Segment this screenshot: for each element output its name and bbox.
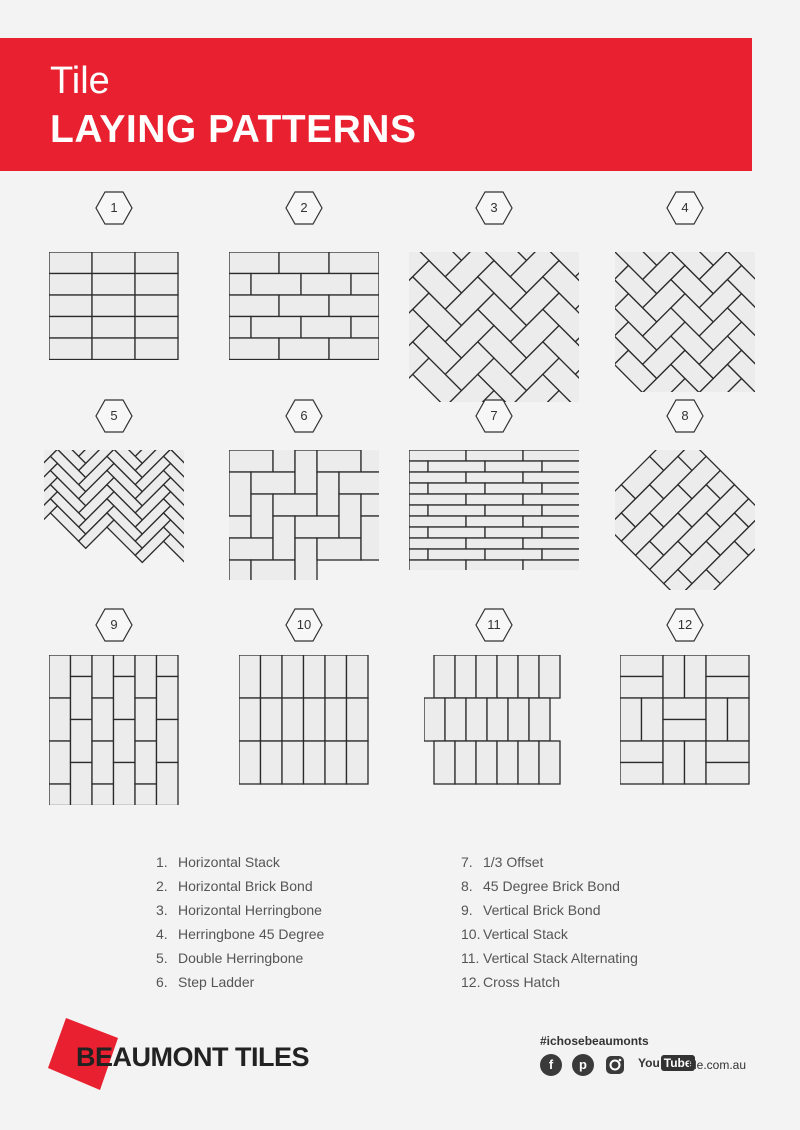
legend-right [461,852,638,996]
legend-item: 5. Double Herringbone [156,950,304,966]
title-small: Tile [50,60,110,102]
pattern-9 [49,655,179,805]
pattern-number: 2 [300,200,308,215]
pattern-1 [49,252,179,360]
pattern-number-badge [475,399,513,433]
pattern-number-badge [285,608,323,642]
legend-item: 9. Vertical Brick Bond [461,902,601,918]
legend-item: 3. Horizontal Herringbone [156,902,322,918]
legend-item: 2. Horizontal Brick Bond [156,878,313,894]
pattern-number: 10 [296,617,312,632]
pattern-number-badge [475,191,513,225]
tile-pattern [424,655,564,785]
pattern-number: 12 [677,617,693,632]
tile-pattern [239,655,369,785]
pattern-number-badge [666,608,704,642]
legend-item: 7. 1/3 Offset [461,854,544,870]
pattern-number-badge [666,399,704,433]
pattern-7 [409,450,579,570]
tile-pattern [44,450,184,590]
page-title: LAYING PATTERNS [50,108,417,151]
pinterest-icon[interactable]: p [572,1054,594,1076]
header-banner [0,38,752,171]
pattern-number-badge [285,191,323,225]
pattern-2 [229,252,379,360]
pattern-number: 6 [300,408,308,423]
youtube-icon[interactable]: You Tube [638,1056,695,1070]
tile-pattern [615,252,755,392]
tile-pattern [229,252,379,360]
legend-item: 1. Horizontal Stack [156,854,280,870]
pattern-number-badge [95,399,133,433]
pattern-3 [409,252,579,402]
tile-pattern [229,450,379,580]
pattern-10 [239,655,369,785]
pattern-11 [424,655,564,785]
pattern-5 [44,450,184,590]
legend-item: 6. Step Ladder [156,974,255,990]
pattern-number: 7 [490,408,498,423]
pattern-number: 4 [681,200,689,215]
instagram-icon[interactable] [604,1054,626,1076]
pattern-number: 1 [110,200,118,215]
tile-pattern [409,252,579,402]
brand-logo[interactable] [48,1018,328,1090]
pattern-number: 9 [110,617,118,632]
website-link[interactable]: tile.com.au [688,1058,747,1072]
pattern-number-badge [95,191,133,225]
pattern-number-badge [285,399,323,433]
pattern-8 [615,450,755,590]
pattern-number-badge [95,608,133,642]
legend-item: 11. Vertical Stack Alternating [461,950,638,966]
legend-item: 12. Cross Hatch [461,974,561,990]
legend-item: 10. Vertical Stack [461,926,568,942]
facebook-icon[interactable]: f [540,1054,562,1076]
pattern-number-badge [475,608,513,642]
tile-pattern [409,450,579,570]
legend-item: 8. 45 Degree Brick Bond [461,878,620,894]
pattern-number-badge [666,191,704,225]
legend-item: 4. Herringbone 45 Degree [156,926,325,942]
pattern-number: 5 [110,408,118,423]
pattern-number: 11 [487,617,501,632]
tile-pattern [49,252,179,360]
pattern-number: 8 [681,408,689,423]
tile-pattern [615,450,755,590]
legend-left [156,852,324,996]
pattern-4 [615,252,755,392]
pattern-number: 3 [490,200,498,215]
hashtag: #ichosebeaumonts [540,1034,649,1048]
pattern-12 [620,655,750,785]
tile-pattern [49,655,179,805]
pattern-6 [229,450,379,580]
tile-pattern [620,655,750,785]
brand-name: BEAUMONT TILES [76,1042,309,1072]
